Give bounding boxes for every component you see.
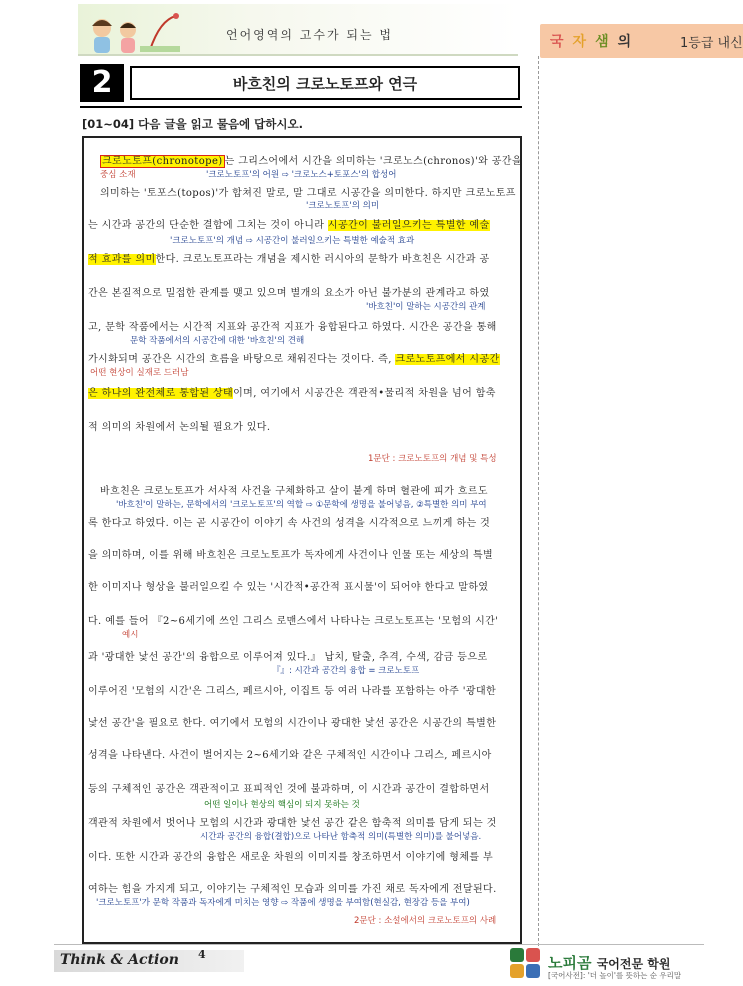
highlight: 적 효과를 의미 [88, 254, 156, 265]
column-divider [538, 56, 539, 946]
line-text: 는 시간과 공간의 단순한 결합에 그치는 것이 아니라 [88, 220, 328, 231]
question-instruction: [01~04] 다음 글을 읽고 물음에 답하시오. [82, 117, 303, 131]
line-text: 한다. 크로노토프라는 개념을 제시한 러시아의 문학가 바흐친은 시간과 공 [155, 254, 490, 265]
passage-line: 고, 문학 작품에서는 시간적 지표와 공간적 지표가 융합된다고 하였다. 시간은 공간을 통해 [88, 322, 497, 333]
academy-logo [508, 944, 708, 984]
line-text: 이며, 여기에서 시공간은 객관적•물리적 차원을 넘어 함축 [233, 388, 496, 399]
paragraph-summary: 2문단 : 소설에서의 크로노토프의 사례 [354, 916, 497, 926]
passage-line: 이다. 또한 시간과 공간의 융합은 새로운 차원의 이미지를 창조하면서 이야기에 형체를 부 [88, 852, 494, 863]
brand-char-1: 국 [550, 34, 573, 50]
passage-line: 과 '광대한 낯선 공간'의 융합으로 이루어져 있다.』 납치, 탈출, 추격, 수색, 감금 등으로 [88, 652, 488, 663]
academy-name-main: 노피곰 [548, 954, 592, 972]
annotation: '크로노토프'의 개념 ⇨ 시공간이 불러일으키는 특별한 예술적 효과 [170, 236, 415, 246]
key-term: 크로노토프(chronotope) [102, 156, 223, 167]
passage-line: 적 의미의 차원에서 논의될 필요가 있다. [88, 422, 271, 433]
page-header [78, 0, 743, 60]
section-title: 바흐친의 크로노토프와 연극 [130, 66, 520, 100]
line-text: 는 그리스어에서 시간을 의미하는 '크로노스(chronos)'와 공간을 [224, 156, 522, 167]
passage-line: 성격을 나타낸다. 사건이 벌어지는 2~6세기와 같은 구체적인 시간이나 그리스, 페르시아 [88, 750, 492, 761]
academy-tagline: [국어사전]: '더 높이'를 뜻하는 순 우리말 [548, 971, 682, 980]
passage-line: 낯선 공간'을 필요로 한다. 여기에서 모험의 시간이나 광대한 낯선 공간은 시공간의 특별한 [88, 718, 497, 729]
highlight: 은 하나의 완전체로 통합된 상태 [88, 388, 234, 399]
annotation: '크로노토프'가 문학 작품과 독자에게 미치는 영향 ⇨ 작품에 생명을 부여함(현실감, 현장감 등을 부여) [96, 898, 470, 908]
passage-line: 간은 본질적으로 밀접한 관계를 맺고 있으며 별개의 요소가 아닌 불가분의 관계라고 하였 [88, 288, 490, 299]
brand-char-4: 의 [617, 34, 641, 50]
passage-line: 다. 예를 들어 『2~6세기에 쓰인 그리스 로맨스에서 나타나는 크로노토프는 '모험의 시간' [88, 616, 499, 627]
brand-char-3: 샘 [595, 34, 618, 50]
passage-line: 의미하는 '토포스(topos)'가 합쳐진 말로, 말 그대로 시공간을 의미한다. 하지만 크로노토프 [100, 188, 516, 199]
annotation: '크로노토프'의 의미 [306, 201, 380, 211]
line-text: 가시화되며 공간은 시간의 흐름을 바탕으로 채워진다는 것이다. 즉, [88, 354, 396, 365]
annotation: 시간과 공간의 융합(결합)으로 나타난 함축적 의미(특별한 의미)를 불어넣음. [200, 832, 482, 842]
paragraph-summary: 1문단 : 크로노토프의 개념 및 특성 [368, 454, 497, 464]
annotation: '바흐친'이 말하는 시공간의 관계 [366, 302, 486, 312]
passage-line: 이루어진 '모험의 시간'은 그리스, 페르시아, 이집트 등 여러 나라를 포함하는 아주 '광대한 [88, 686, 497, 697]
brand-badge [540, 24, 743, 58]
header-banner [78, 4, 518, 56]
annotation: '크로노토프'의 어원 ⇨ '크로노스+토포스'의 합성어 [206, 170, 397, 180]
page-number: 4 [198, 948, 206, 961]
annotation: 문학 작품에서의 시공간에 대한 '바흐친'의 견해 [130, 336, 305, 346]
highlight: 크로노토프에서 시공간 [395, 354, 500, 365]
brand-char-2: 자 [572, 34, 596, 50]
highlight: 시공간이 불러일으키는 특별한 예술 [327, 220, 490, 231]
brand-text [550, 31, 640, 51]
passage-line: 을 의미하며, 이를 위해 바흐친은 크로노토프가 독자에게 사건이나 인물 또는 세상의 특별 [88, 550, 494, 561]
passage-line: 등의 구체적인 공간은 객관적이고 표피적인 것에 불과하며, 이 시간과 공간이 결합하면서 [88, 784, 490, 795]
annotation: 어떤 일이나 현상의 핵심이 되지 못하는 것 [204, 800, 360, 810]
passage-line [100, 152, 522, 167]
annotation: 어떤 현상이 실재로 드러남 [90, 368, 189, 378]
title-rule [80, 106, 522, 108]
academy-logo-icon [508, 944, 544, 980]
passage-line: 바흐친은 크로노토프가 서사적 사건을 구체화하고 살이 붙게 하며 혈관에 피가 흐르도 [100, 486, 488, 497]
grade-label: 1등급 내신 [680, 36, 743, 51]
footer-slogan: Think & Action [60, 952, 179, 968]
annotation: 『』: 시간과 공간의 융합 = 크로노토프 [272, 666, 420, 676]
passage-line: 객관적 차원에서 벗어나 모험의 시간과 광대한 낯선 공간 같은 함축적 의미를 담게 되는 것 [88, 818, 497, 829]
passage-line [88, 384, 496, 399]
children-illustration-icon [80, 10, 190, 58]
passage-line [88, 350, 500, 365]
academy-name-suffix: 국어전문 학원 [596, 957, 671, 971]
annotation: 예시 [122, 630, 139, 640]
annotation: 중심 소재 [100, 170, 136, 180]
footer-slogan-bar [54, 950, 244, 972]
section-number: 2 [80, 64, 124, 102]
passage-line [88, 216, 490, 231]
passage-line: 여하는 힘을 가지게 되고, 이야기는 구체적인 모습과 의미를 가진 채로 독자에게 전달된다. [88, 884, 497, 895]
passage-line: 한 이미지나 형상을 불러일으킬 수 있는 '시간적•공간적 표시물'이 되어야 한다고 말하였 [88, 582, 489, 593]
passage-line: 록 한다고 하였다. 이는 곧 시공간이 이야기 속 사건의 성격을 시각적으로 느끼게 하는 것 [88, 518, 491, 529]
header-title: 언어영역의 고수가 되는 법 [226, 28, 393, 42]
passage-line [88, 250, 490, 265]
annotation: '바흐친'이 말하는, 문학에서의 '크로노토프'의 역할 ⇨ ①문학에 생명을 불어넣음, ②특별한 의미 부여 [116, 500, 487, 510]
